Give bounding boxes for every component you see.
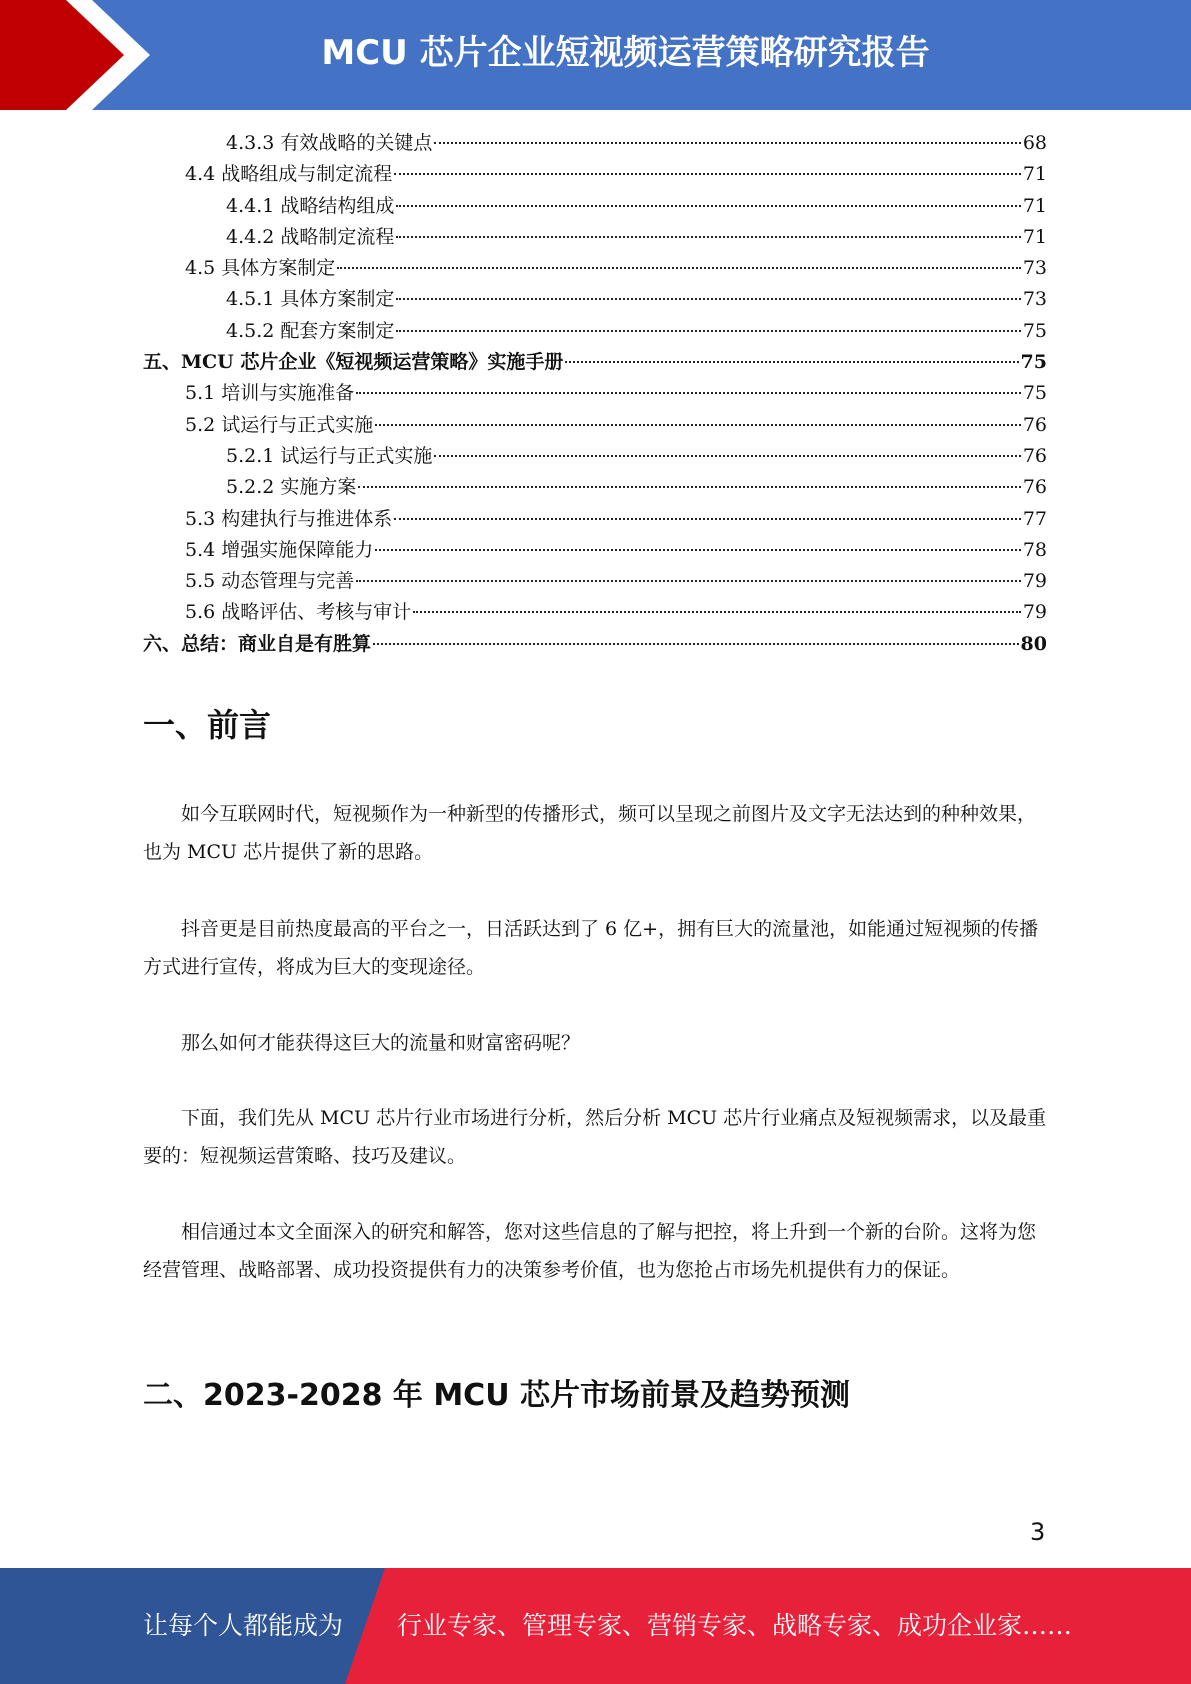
toc-entry-page: 71 [1022, 225, 1047, 248]
toc-entry-title: 5.3 构建执行与推进体系 [185, 507, 393, 530]
toc-leader-dots [434, 142, 1020, 144]
footer-slogan-right: 行业专家、管理专家、营销专家、战略专家、成功企业家…… [397, 1611, 1073, 1640]
toc-entry-title: 5.4 增强实施保障能力 [185, 538, 374, 561]
toc-leader-dots [337, 267, 1021, 269]
toc-entry[interactable] [143, 472, 1047, 503]
toc-entry-page: 80 [1020, 632, 1047, 655]
toc-entry-page: 78 [1022, 538, 1047, 561]
toc-entry-page: 75 [1020, 351, 1047, 374]
toc-leader-dots [565, 361, 1018, 363]
toc-leader-dots [375, 549, 1021, 551]
toc-entry-title: 5.6 战略评估、考核与审计 [185, 601, 412, 624]
toc-leader-dots [394, 173, 1021, 175]
toc-leader-dots [358, 486, 1020, 488]
toc-entry-page: 79 [1022, 601, 1047, 624]
toc-entry-page: 75 [1022, 382, 1047, 405]
toc-entry[interactable] [143, 347, 1047, 378]
section-heading-preface: 一、前言 [143, 706, 272, 744]
footer-banner [0, 1568, 1191, 1684]
toc-entry[interactable] [143, 284, 1047, 315]
toc-entry-page: 73 [1022, 257, 1047, 280]
toc-entry[interactable] [143, 191, 1047, 222]
toc-leader-dots [413, 611, 1021, 613]
toc-entry[interactable] [143, 410, 1047, 441]
toc-entry[interactable] [143, 316, 1047, 347]
toc-entry-page: 68 [1022, 132, 1047, 154]
toc-entry-page: 71 [1022, 163, 1047, 186]
paragraph: 下面，我们先从 MCU 芯片行业市场进行分析，然后分析 MCU 芯片行业痛点及短视频需求，以及最重要的：短视频运营策略、技巧及建议。 [143, 1107, 1047, 1167]
toc-entry-title: 5.2.2 实施方案 [226, 476, 357, 499]
toc-entry[interactable] [143, 128, 1047, 159]
toc-entry[interactable] [143, 253, 1047, 284]
toc-entry-title: 4.5 具体方案制定 [185, 257, 336, 280]
section-heading-market-forecast: 二、2023-2028 年 MCU 芯片市场前景及趋势预测 [143, 1378, 851, 1413]
toc-entry-page: 76 [1022, 444, 1047, 467]
toc-entry-page: 75 [1022, 319, 1047, 342]
paragraph: 相信通过本文全面深入的研究和解答，您对这些信息的了解与把控，将上升到一个新的台阶。这将为您经营管理、战略部署、成功投资提供有力的决策参考价值，也为您抢占市场先机提供有力的保证。 [143, 1221, 1037, 1281]
toc-leader-dots [434, 455, 1020, 457]
toc-entry[interactable] [143, 159, 1047, 190]
table-of-contents [143, 128, 1047, 660]
toc-entry[interactable] [143, 597, 1047, 628]
toc-entry-title: 六、总结：商业自是有胜算 [143, 632, 372, 655]
toc-leader-dots [396, 330, 1020, 332]
toc-entry-title: 4.3.3 有效战略的关键点 [226, 132, 433, 154]
toc-entry-title: 5.1 培训与实施准备 [185, 382, 355, 405]
toc-entry-page: 76 [1022, 413, 1047, 436]
toc-leader-dots [356, 580, 1021, 582]
report-title: MCU 芯片企业短视频运营策略研究报告 [321, 33, 930, 73]
toc-entry[interactable] [143, 441, 1047, 472]
toc-leader-dots [394, 518, 1021, 520]
paragraph: 如今互联网时代，短视频作为一种新型的传播形式，频可以呈现之前图片及文字无法达到的种种效果，也为 MCU 芯片提供了新的思路。 [143, 803, 1037, 863]
toc-entry-title: 5.2.1 试运行与正式实施 [226, 444, 433, 467]
toc-entry[interactable] [143, 504, 1047, 535]
toc-leader-dots [396, 298, 1020, 300]
toc-entry[interactable] [143, 629, 1047, 660]
toc-leader-dots [373, 643, 1019, 645]
header-banner [0, 0, 1191, 110]
toc-entry-title: 4.4.1 战略结构组成 [226, 194, 395, 217]
toc-entry[interactable] [143, 378, 1047, 409]
toc-entry-page: 76 [1022, 476, 1047, 499]
toc-entry-title: 5.2 试运行与正式实施 [185, 413, 374, 436]
page-number: 3 [1030, 1518, 1046, 1546]
toc-leader-dots [396, 205, 1020, 207]
toc-entry-title: 五、MCU 芯片企业《短视频运营策略》实施手册 [143, 351, 564, 374]
toc-leader-dots [375, 424, 1021, 426]
footer-slogan-left: 让每个人都能成为 [143, 1611, 344, 1640]
toc-entry-title: 4.5.1 具体方案制定 [226, 288, 395, 311]
toc-entry-page: 77 [1022, 507, 1047, 530]
toc-entry-page: 73 [1022, 288, 1047, 311]
toc-leader-dots [356, 392, 1021, 394]
toc-entry-title: 4.5.2 配套方案制定 [226, 319, 395, 342]
toc-entry[interactable] [143, 222, 1047, 253]
toc-leader-dots [396, 236, 1020, 238]
toc-entry[interactable] [143, 535, 1047, 566]
paragraph: 那么如何才能获得这巨大的流量和财富密码呢？ [181, 1032, 581, 1054]
toc-entry-page: 71 [1022, 194, 1047, 217]
toc-entry-title: 5.5 动态管理与完善 [185, 570, 355, 593]
toc-entry-title: 4.4 战略组成与制定流程 [185, 163, 393, 186]
toc-entry[interactable] [143, 566, 1047, 597]
toc-entry-page: 79 [1022, 570, 1047, 593]
toc-entry-title: 4.4.2 战略制定流程 [226, 225, 395, 248]
paragraph: 抖音更是目前热度最高的平台之一，日活跃达到了 6 亿+，拥有巨大的流量池，如能通过短视频的传播方式进行宣传，将成为巨大的变现途径。 [143, 918, 1039, 978]
